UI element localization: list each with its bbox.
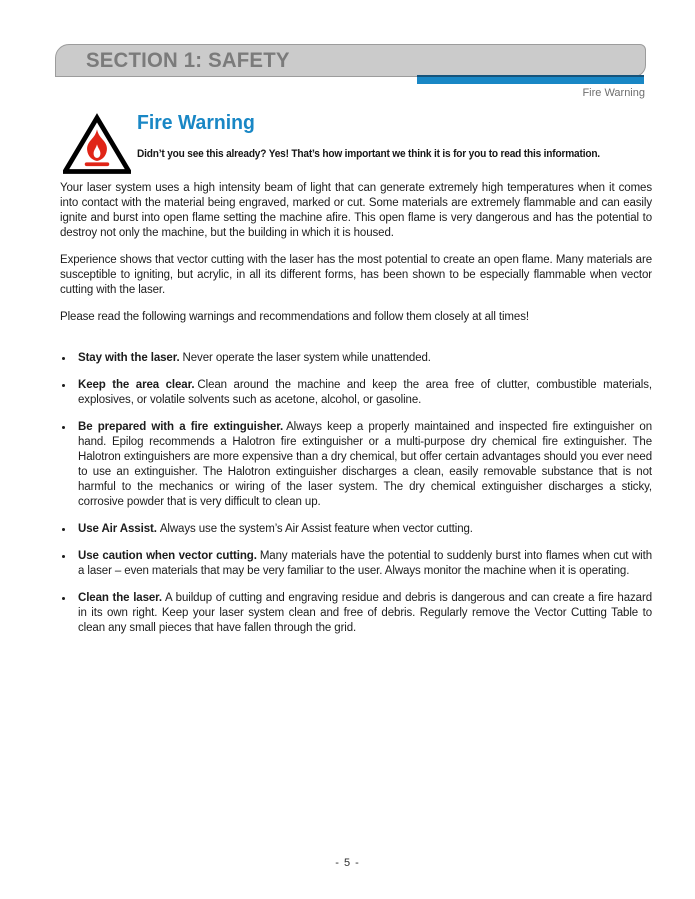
bullet-lead: Use Air Assist. <box>78 523 157 535</box>
bullet-text: Many materials have the potential to suddenly burst into flames when cut with a laser – even materials that may be very familiar to the user. Always monitor the machine when it is operating. <box>78 550 652 577</box>
warning-list <box>74 351 652 636</box>
page-number: - 5 - <box>335 857 360 869</box>
bullet-lead: Be prepared with a fire extinguisher. <box>78 421 284 433</box>
bullet-text: A buildup of cutting and engraving residue and debris is dangerous and can create a fire hazard in its own right. Keep your laser system clean and free of debris. Regularly remove the Vector Cutting Table to clean any small pieces that have fallen through the grid. <box>78 592 652 634</box>
list-item <box>74 378 652 408</box>
list-item <box>74 591 652 636</box>
header-accent-line <box>417 75 644 84</box>
paragraph: Experience shows that vector cutting with the laser has the most potential to create an open flame. Many materials are susceptible to igniting, but acrylic, in all its different forms, has been shown to be especially flammable when vector cutting with the laser. <box>60 254 652 296</box>
section-title: SECTION 1: SAFETY <box>86 48 290 72</box>
bullet-text: Clean around the machine and keep the area free of clutter, combustible materials, explosives, or volatile solvents such as acetone, alcohol, or gasoline. <box>78 379 652 406</box>
bullet-text: Never operate the laser system while unattended. <box>182 352 431 364</box>
list-item <box>74 522 652 537</box>
bullet-text: Always use the system’s Air Assist feature when vector cutting. <box>159 523 473 535</box>
paragraph: Your laser system uses a high intensity beam of light that can generate extremely high temperatures when it comes into contact with the material being engraved, marked or cut. Some materials are extremely flammable and can easily ignite and burst into open flame setting the machine afire. This open flame is very dangerous and has the potential to destroy not only the machine, but the building in which it is housed. <box>60 182 652 239</box>
bullet-lead: Clean the laser. <box>78 592 163 604</box>
warning-intro: Didn’t you see this already? Yes! That’s how important we think it is for you to read this information. <box>137 148 600 160</box>
bullet-lead: Use caution when vector cutting. <box>78 550 257 562</box>
paragraph: Please read the following warnings and recommendations and follow them closely at all times! <box>60 311 529 323</box>
section-header-bar <box>55 44 646 77</box>
body-copy <box>60 181 652 648</box>
running-header: Fire Warning <box>582 87 645 99</box>
list-item <box>74 549 652 579</box>
bullet-text: Always keep a properly maintained and inspected fire extinguisher on hand. Epilog recommends a Halotron fire extinguisher or a multi-purpose dry chemical fire extinguisher. The Halotron extinguishers are more expensive than a dry chemical, but offer certain advantages should you ever need to use an extinguisher. The Halotron extinguisher discharges a clean, easily removable substance that is not harmful to the mechanics or wiring of the laser system. The dry chemical extinguisher discharges a sticky, corrosive powder that is very difficult to clean up. <box>78 421 652 508</box>
bullet-lead: Stay with the laser. <box>78 352 180 364</box>
bullet-lead: Keep the area clear. <box>78 379 195 391</box>
list-item <box>74 420 652 510</box>
fire-warning-icon <box>63 110 131 180</box>
warning-title: Fire Warning <box>137 112 255 134</box>
list-item <box>74 351 652 366</box>
